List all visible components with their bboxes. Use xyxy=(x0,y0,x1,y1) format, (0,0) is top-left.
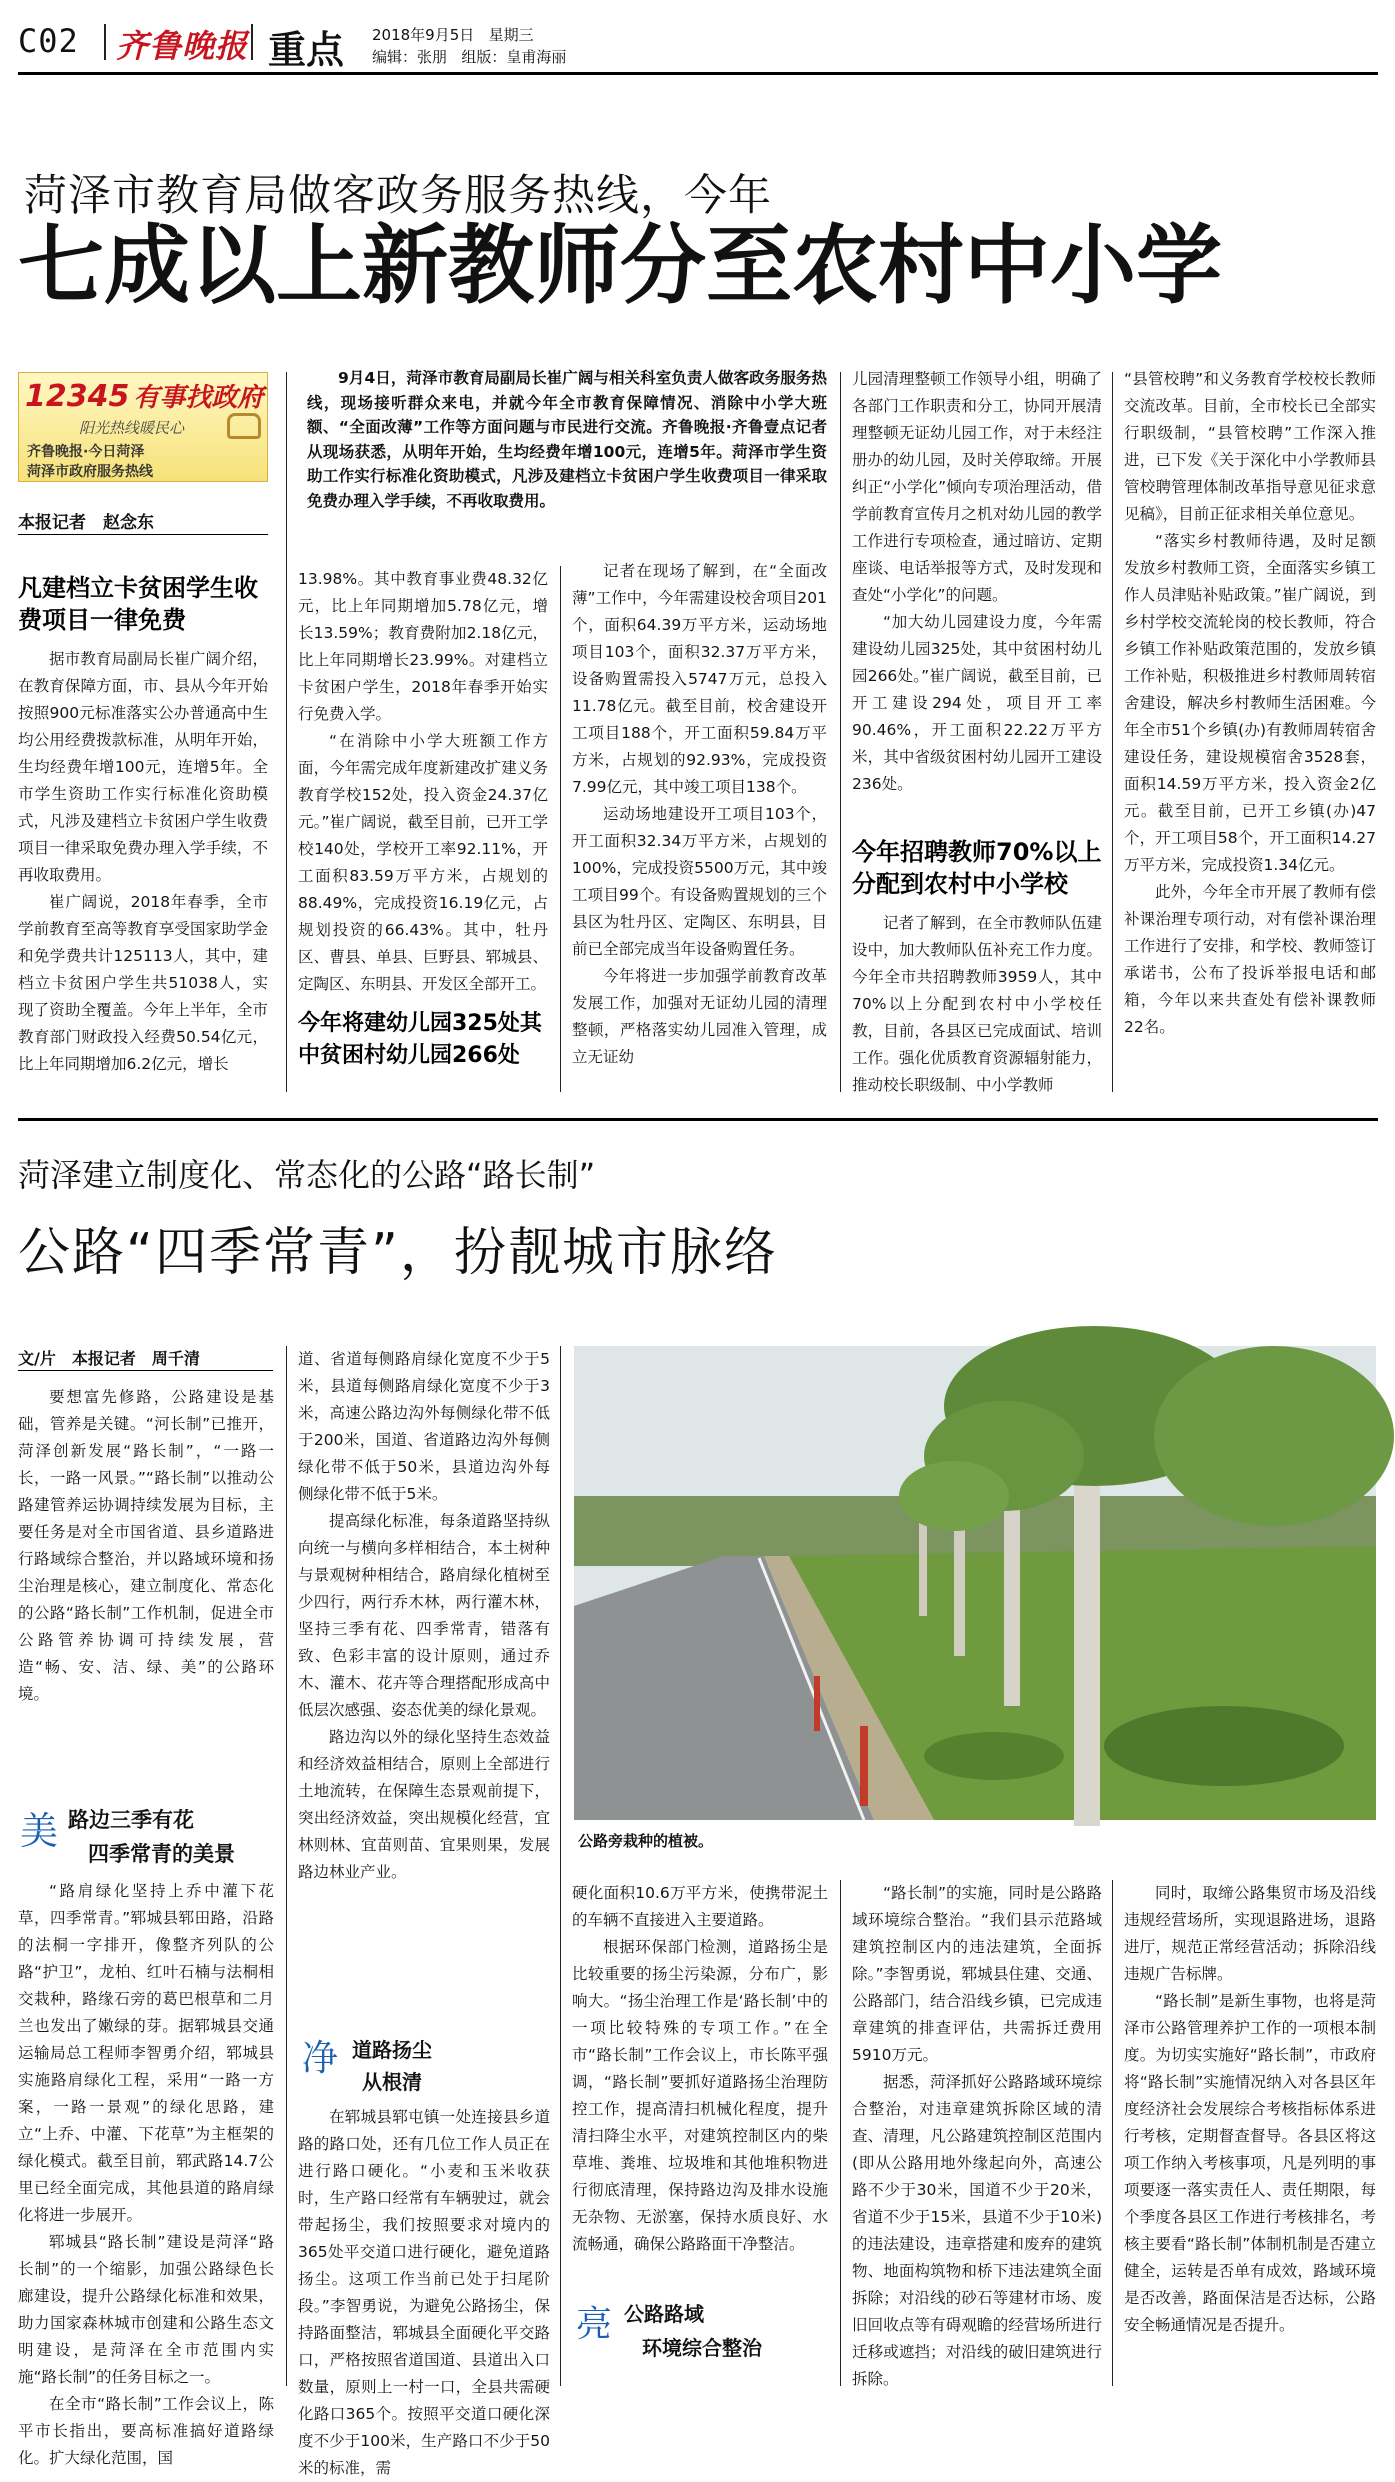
hotline-badge xyxy=(18,372,268,482)
paragraph: “路肩绿化坚持上乔中灌下花草，四季常青。”郓城县郓田路，沿路的法桐一字排开，像整齐列队的公路“护卫”，龙柏、红叶石楠与法桐相交栽种，路缘石旁的葛巴根草和二月兰也发出了嫩绿的芽。据郓城县交通运输局总工程师李智勇介绍，郓城县实施路肩绿化工程，采用“一路一方案，一路一景观”的绿化思路，建立“上乔、中灌、下花草”为主框架的绿化模式。截至目前，郓武路14.7公里已经全面完成，其他县道的路肩绿化将进一步展开。 xyxy=(18,1882,274,2224)
column-4-body-b xyxy=(852,910,1102,1110)
section-line-2: 从根清 xyxy=(362,2070,422,2094)
newspaper-logo: 齐鲁晚报 xyxy=(116,27,249,65)
a1-col-rule-4 xyxy=(1112,372,1113,1092)
paragraph: 道、省道每侧路肩绿化宽度不少于5米，县道每侧路肩绿化宽度不少于3米，高速公路边沟外每侧绿化带不低于200米，国道、省道路边沟外每侧绿化带不低于50米，县道边沟外每侧绿化带不低于5米。 xyxy=(298,1350,550,1503)
article1-column-4 xyxy=(852,366,1102,1100)
hotline-line4: 菏泽市政府服务热线 xyxy=(27,464,153,480)
lead-text: 9月4日，菏泽市教育局副局长崔广阔与相关科室负责人做客政务服务热线，现场接听群众来电，并就今年全市教育保障情况、消除中小学大班额、“全面改薄”工作等方面问题与市民进行交流。齐鲁晚报·齐鲁壹点记者从现场获悉，从明年开始，生均经费年增100元，连增5年。菏泽市学生资助工作实行标准化资助模式，凡涉及建档立卡贫困户学生收费项目一律采取免费办理入学手续，不再收取费用。 xyxy=(307,369,827,510)
a2-col4-body xyxy=(852,1880,1102,2388)
article1-column-1 xyxy=(18,572,268,1102)
masthead xyxy=(0,0,1395,72)
article-separator xyxy=(18,1118,1378,1121)
paragraph: 在全市“路长制”工作会议上，陈平市长指出，要高标准搞好道路绿化。扩大绿化范围，国 xyxy=(18,2395,274,2467)
article2-byline: 文/片 本报记者 周千清 xyxy=(18,1349,200,1368)
article2-column-2 xyxy=(298,1346,550,2477)
a2-col3-body xyxy=(572,1880,828,2280)
article2-column-1 xyxy=(18,1384,274,2467)
byline-rule-2 xyxy=(18,1370,273,1371)
page-number: C02 xyxy=(18,22,79,60)
a2-col2-body-b xyxy=(298,2104,550,2477)
a2-col2-body-a xyxy=(298,1346,550,2026)
a2-col-rule-4 xyxy=(1112,1880,1113,2386)
layout-editor: 组版：皇甫海丽 xyxy=(461,48,567,66)
a1-col-rule-2 xyxy=(560,566,561,1092)
section-head-clean xyxy=(298,2030,550,2098)
a2-col5-body xyxy=(1124,1880,1376,2384)
hotline-slogan: 有事找政府 xyxy=(133,383,264,413)
paragraph: 今年将进一步加强学前教育改革发展工作，加强对无证幼儿园的清理整顿，严格落实幼儿园准入管理，成立无证幼 xyxy=(572,967,827,1066)
paragraph: 郓城县“路长制”建设是菏泽“路长制”的一个缩影，加强公路绿色长廊建设，提升公路绿化标准和效果，助力国家森林城市创建和公路生态文明建设，是菏泽在全市范围内实施“路长制”的任务目标之一。 xyxy=(18,2233,274,2386)
shrub xyxy=(924,1732,1064,1780)
article2-kicker: 菏泽建立制度化、常态化的公路“路长制” xyxy=(18,1156,596,1194)
section-line-2: 环境综合整治 xyxy=(642,2336,762,2360)
section-mark: 美 xyxy=(20,1809,59,1853)
article2-headline: 公路“四季常青”，扮靓城市脉络 xyxy=(18,1223,778,1283)
a1-col-rule-3 xyxy=(840,372,841,1092)
weekday: 星期三 xyxy=(488,26,534,44)
article2-column-3 xyxy=(572,1880,828,2385)
paragraph: 据悉，菏泽抓好公路路域环境综合整治，对违章建筑拆除区域的清查、清理，凡公路建筑控制区范围内(即从公路用地外缘起向外，高速公路不少于30米，国道不少于20米，省道不少于15米，县道不少于10米)的违法建设，违章搭建和废弃的建筑物、地面构筑物和桥下违法建筑全面拆除；对沿线的砂石等建材市场、废旧回收点等有碍观瞻的经营场所进行迁移或遮挡；对沿线的破旧建筑进行拆除。 xyxy=(852,2073,1102,2388)
masthead-divider-2 xyxy=(251,24,253,60)
paragraph: 记者了解到，在全市教师队伍建设中，加大教师队伍补充工作力度。今年全市共招聘教师3959人，其中70%以上分配到农村中小学校任教，目前，各县区已完成面试、培训工作。强化优质教育资源辐射能力，推动校长职级制、中小学教师 xyxy=(852,914,1102,1094)
paragraph: 路边沟以外的绿化坚持生态效益和经济效益相结合，原则上全部进行土地流转，在保障生态景观前提下，突出经济效益，突出规模化经营，宜林则林、宜苗则苗、宜果则果，发展路边林业产业。 xyxy=(298,1728,550,1881)
column-1-body xyxy=(18,646,268,1096)
subhead-3: 今年招聘教师70%以上分配到农村中小学校 xyxy=(852,838,1102,898)
section-line-2: 四季常青的美景 xyxy=(88,1842,235,1866)
roadside-photo xyxy=(574,1346,1376,1820)
paragraph: 记者在现场了解到，在“全面改薄”工作中，今年需建设校舍项目201个，面积64.39万平方米，运动场地项目103个，面积32.37万平方米，设备购置需投入5747万元，总投入11.78亿元。截至目前，校舍建设开工项目188个，开工面积59.84万平方米，占规划的92.93%，完成投资7.99亿元，其中竣工项目138个。 xyxy=(572,562,827,796)
photo-caption: 公路旁栽种的植被。 xyxy=(578,1832,714,1850)
column-3-body xyxy=(572,558,827,1094)
paragraph: 在郓城县郓屯镇一处连接县乡道路的路口处，还有几位工作人员正在进行路口硬化。“小麦和玉米收获时，生产路口经常有车辆驶过，就会带起扬尘，我们按照要求对境内的365处平交道口进行硬化，避免道路扬尘。这项工作当前已处于扫尾阶段。”李智勇说，为避免公路扬尘，保持路面整洁，郓城县全面硬化平交路口，严格按照省道国道、县道出入口数量，原则上一村一口，全县共需硬化路口365个。按照平交道口硬化深度不少于100米，生产路口不少于50米的标准，需 xyxy=(298,2108,550,2477)
subhead-2: 今年将建幼儿园325处其中贫困村幼儿园266处 xyxy=(298,1011,542,1068)
paragraph: 13.98%。其中教育事业费48.32亿元，比上年同期增加5.78亿元，增长13.59%；教育费附加2.18亿元，比上年同期增长23.99%。对建档立卡贫困户学生，2018年春季开始实行免费入学。 xyxy=(298,570,548,723)
paragraph: “在消除中小学大班额工作方面，今年需完成年度新建改扩建义务教育学校152处，投入资金24.37亿元。”崔广阔说，截至目前，已开工学校140处，学校开工率92.11%，开工面积83.59万平方米，占规划的88.49%，完成投资16.19亿元，占规划投资的66.43%。其中，牡丹区、曹县、单县、巨野县、郓城县、定陶区、东明县、开发区全部开工。 xyxy=(298,732,548,993)
column-5-body xyxy=(1124,366,1376,1096)
editor: 编辑：张朋 xyxy=(372,48,448,66)
a2-col1-body-b xyxy=(18,1878,274,2467)
a2-col1-body-a xyxy=(18,1384,274,1794)
roadside-pole xyxy=(860,1726,868,1806)
article1-column-5 xyxy=(1124,366,1376,1100)
paragraph: 此外，今年全市开展了教师有偿补课治理专项行动，对有偿补课治理工作进行了安排，和学校、教师签订承诺书，公布了投诉举报电话和邮箱，今年以来共查处有偿补课教师22名。 xyxy=(1124,883,1376,1036)
paragraph: 提高绿化标准，每条道路坚持纵向统一与横向多样相结合，本土树种与景观树种相结合，路肩绿化植树至少四行，两行乔木林，两行灌木林，坚持三季有花、四季常青，错落有致、色彩丰富的设计原则，通过乔木、灌木、花卉等合理搭配形成高中低层次感强、姿态优美的绿化景观。 xyxy=(298,1512,550,1719)
issue-date xyxy=(372,24,534,45)
article1-lead xyxy=(307,366,827,560)
paragraph: 儿园清理整顿工作领导小组，明确了各部门工作职责和分工，协同开展清理整顿无证幼儿园工作，对于未经注册办的幼儿园，及时关停取缔。开展纠正“小学化”倾向专项治理活动，借学前教育宣传月之机对幼儿园的教学工作进行专项检查，通过暗访、定期座谈、电话举报等方式，及时发现和查处“小学化”的问题。 xyxy=(852,370,1102,604)
foliage xyxy=(899,1461,1009,1531)
section-line-1: 道路扬尘 xyxy=(352,2038,432,2062)
hotline-number xyxy=(25,377,263,414)
article1-column-2 xyxy=(298,566,548,1096)
section-line-1: 公路路域 xyxy=(624,2302,704,2326)
foliage xyxy=(1154,1346,1394,1526)
byline-rule xyxy=(18,534,268,535)
a2-col-rule-2 xyxy=(560,1346,561,2386)
section-line-1: 路边三季有花 xyxy=(68,1808,194,1832)
paragraph: 根据环保部门检测，道路扬尘是比较重要的扬尘污染源，分布广，影响大。“扬尘治理工作是‘路长制’中的一项比较特殊的专项工作。”在全市“路长制”工作会议上，市长陈平强调，“路长制”要抓好道路扬尘治理防控工作，提高清扫机械化程度，提升清扫降尘水平，对建筑控制区内的柴草堆、粪堆、垃圾堆和其他堆积物进行彻底清理，保持路边沟及排水设施无杂物、无淤塞，保持水质良好、水流畅通，确保公路路面干净整洁。 xyxy=(572,1938,828,2253)
paragraph: 硬化面积10.6万平方米，使携带泥土的车辆不直接进入主要道路。 xyxy=(572,1884,828,1929)
hotline-line3: 齐鲁晚报·今日菏泽 xyxy=(27,444,145,460)
article1-byline: 本报记者 赵念东 xyxy=(18,513,154,533)
shrub xyxy=(1104,1706,1344,1786)
roadside-pole xyxy=(814,1676,820,1731)
hotline-digits: 12345 xyxy=(25,379,130,414)
masthead-rule xyxy=(18,72,1378,75)
date: 2018年9月5日 xyxy=(372,26,475,44)
subhead-1: 凡建档立卡贫困学生收费项目一律免费 xyxy=(18,574,258,634)
column-2-body xyxy=(298,566,548,994)
paragraph: “县管校聘”和义务教育学校校长教师交流改革。目前，全市校长已全部实行职级制，“县管校聘”工作深入推进，已下发《关于深化中小学教师县管校聘管理体制改革指导意见征求意见稿》，目前正征求相关单位意见。 xyxy=(1124,370,1376,523)
section-mark: 净 xyxy=(302,2038,339,2079)
column-4-body-a xyxy=(852,366,1102,822)
a1-col-rule-1 xyxy=(286,372,287,1092)
article2-column-4 xyxy=(852,1880,1102,2388)
paragraph: “落实乡村教师待遇，及时足额发放乡村教师工资，全面落实乡镇工作人员津贴补贴政策。”崔广阔说，到乡村学校交流轮岗的校长教师，符合乡镇工作补贴政策范围的，发放乡镇工作补贴，积极推进乡村教师周转宿舍建设，解决乡村教师生活困难。今年全市51个乡镇(办)有教师周转宿舍建设任务，建设规模宿舍3528套，面积14.59万平方米，投入资金2亿元。截至目前，已开工乡镇(办)47个，开工项目58个，开工面积14.27万平方米，完成投资1.34亿元。 xyxy=(1124,532,1376,874)
paragraph: 运动场地建设开工项目103个，开工面积32.34万平方米，占规划的100%，完成投资5500万元，其中竣工项目99个。有设备购置规划的三个县区为牡丹区、定陶区、东明县，目前已全部完成当年设备购置任务。 xyxy=(572,805,827,958)
a2-col-rule-1 xyxy=(286,1346,287,2386)
paragraph: “路长制”是新生事物，也将是菏泽市公路管理养护工作的一项根本制度。为切实实施好“路长制”，市政府将“路长制”实施情况纳入对各县区年度经济社会发展综合考核指标体系进行考核，定期督查督导。各县区将这项工作纳入考核事项，凡是列明的事项要逐一落实责任人、责任期限，每个季度各县区工作进行考核排名，考核主要看“路长制”体制机制是否建立健全，运转是否单有成效，路域环境是否改善，路面保洁是否达标，公路安全畅通情况是否提升。 xyxy=(1124,1992,1376,2334)
paragraph: “路长制”的实施，同时是公路路域环境综合整治。“我们县示范路域建筑控制区内的违法建筑，全面拆除。”李智勇说，郓城县住建、交通、公路部门，结合沿线乡镇，已完成违章建筑的排查评估，共需拆迁费用5910万元。 xyxy=(852,1884,1102,2064)
paragraph: 据市教育局副局长崔广阔介绍，在教育保障方面，市、县从今年开始按照900元标准落实公办普通高中生均公用经费拨款标准，从明年开始，生均经费年增100元，连增5年。全市学生资助工作实行标准化资助模式，凡涉及建档立卡贫困户学生收费项目一律采取免费办理入学手续，不再收取费用。 xyxy=(18,650,268,884)
article1-kicker: 菏泽市教育局做客政务服务热线，今年 xyxy=(24,171,772,221)
section-title: 重点 xyxy=(268,28,345,72)
section-head-beauty xyxy=(18,1800,274,1872)
phone-icon xyxy=(227,413,261,439)
paragraph: 崔广阔说，2018年春季，全市学前教育至高等教育享受国家助学金和免学费共计125113人，其中，建档立卡贫困户学生共51038人，实现了资助全覆盖。今年上半年，全市教育部门财政投入经费50.54亿元，比上年同期增加6.2亿元，增长 xyxy=(18,893,268,1073)
a2-col-rule-3 xyxy=(840,1880,841,2386)
paragraph: “加大幼儿园建设力度，今年需建设幼儿园325处，其中贫困村幼儿园266处。”崔广阔说，截至目前，已开工建设294处，项目开工率90.46%，开工面积22.22万平方米，其中省级贫困村幼儿园开工建设236处。 xyxy=(852,613,1102,793)
article2-column-5 xyxy=(1124,1880,1376,2385)
editor-info xyxy=(372,46,566,67)
hotline-line2: 阳光热线暖民心 xyxy=(79,419,185,437)
section-head-bright xyxy=(572,2290,828,2374)
paragraph: 同时，取缔公路集贸市场及沿线违规经营场所，实现退路进场，退路进厅，规范正常经营活动；拆除沿线违规广告标牌。 xyxy=(1124,1884,1376,1983)
article1-headline: 七成以上新教师分至农村中小学 xyxy=(18,216,1222,316)
article1-column-3 xyxy=(572,558,827,1098)
photo-scene xyxy=(574,1346,1376,1820)
section-mark: 亮 xyxy=(576,2304,613,2345)
paragraph: 要想富先修路，公路建设是基础，管养是关键。“河长制”已推开，菏泽创新发展“路长制”，“一路一长，一路一风景。”“路长制”以推动公路建管养运协调持续发展为目标，主要任务是对全市国省道、县乡道路进行路域综合整治，并以路域环境和扬尘治理是核心，建立制度化、常态化的公路“路长制”工作机制，促进全市公路管养协调可持续发展，营造“畅、安、洁、绿、美”的公路环境。 xyxy=(18,1388,274,1703)
masthead-divider xyxy=(104,24,106,60)
